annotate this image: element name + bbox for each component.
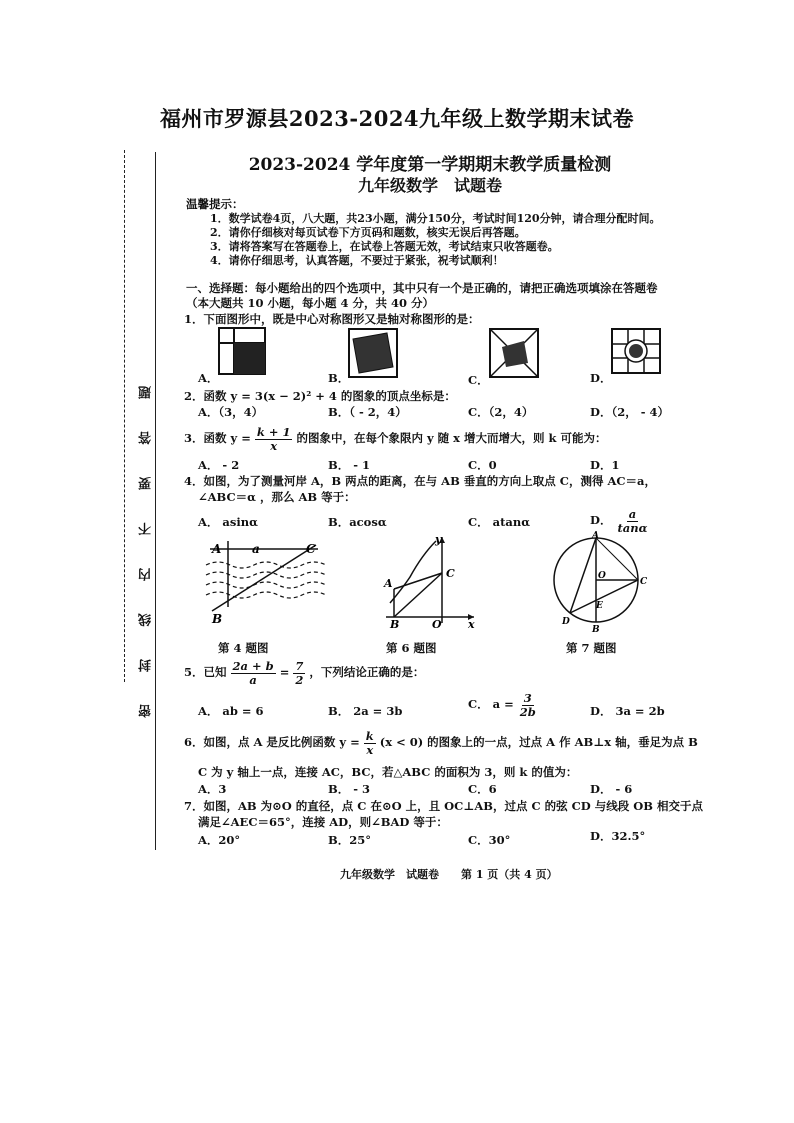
section-note: （本大题共 10 小题，每小题 4 分，共 40 分） xyxy=(186,296,435,310)
tip-item: 3．请将答案写在答题卷上，在试卷上答题无效，考试结束只收答题卷。 xyxy=(210,240,559,253)
q4-option-d-label: D． xyxy=(590,513,612,528)
q2-option-d: D．（2， - 4） xyxy=(590,405,670,419)
q5-option-d: D． 3a = 2b xyxy=(590,704,665,718)
q1-figure-d xyxy=(610,327,662,375)
q2-option-b: B．（ - 2，4） xyxy=(328,405,407,419)
tip-item: 2．请你仔细核对每页试卷下方页码和题数，核实无误后再答题。 xyxy=(210,226,526,239)
question-1-stem: 1．下面图形中，既是中心对称图形又是轴对称图形的是： xyxy=(184,312,480,326)
q4-d-denominator: tanα xyxy=(617,520,648,535)
question-3-stem xyxy=(184,426,607,452)
fig7-label-o: O xyxy=(598,571,606,581)
q3-fraction xyxy=(255,426,293,452)
q5-left-numerator: 2a + b xyxy=(232,659,274,673)
q1-figure-b xyxy=(347,327,399,379)
q5-fraction-left xyxy=(231,660,276,686)
fig7-label-c: C xyxy=(640,577,648,587)
q5-option-c-label: C． a = xyxy=(468,697,514,712)
q1-option-a: A． xyxy=(198,371,219,385)
q6-stem-post: (x < 0) 的图象上的一点，过点 A 作 AB⊥x 轴，垂足为点 B xyxy=(379,735,698,750)
document-title: 福州市罗源县2023-2024九年级上数学期末试卷 xyxy=(159,106,635,131)
fig6-label-c: C xyxy=(446,567,455,580)
q4-option-b: B．acosα xyxy=(328,515,387,529)
q3-stem-post: 的图象中，在每个象限内 y 随 x 增大而增大，则 k 可能为： xyxy=(296,431,607,446)
q1-option-b: B． xyxy=(328,371,350,385)
q4-option-c: C． atanα xyxy=(468,515,531,529)
q6-numerator: k xyxy=(365,729,374,743)
fig4-label-a-length: a xyxy=(252,542,260,556)
question-4-line2: ∠ABC＝α ，那么 AB 等于： xyxy=(198,490,356,504)
q2-option-c: C．（2，4） xyxy=(468,405,534,419)
tip-item: 1．数学试卷4页，八大题，共23小题，满分150分，考试时间120分钟，请合理分配时间。 xyxy=(210,212,661,225)
fig4-label-b: B xyxy=(212,612,223,625)
q3-option-c: C．0 xyxy=(468,458,497,472)
q5-option-c xyxy=(468,692,538,718)
figure-4-caption: 第 4 题图 xyxy=(218,641,269,655)
q3-option-a: A． - 2 xyxy=(198,458,240,472)
q6-option-c: C．6 xyxy=(468,782,497,796)
q5-equals: = xyxy=(279,665,290,680)
q3-stem-pre: 3．函数 y = xyxy=(184,431,251,446)
exam-subtitle: 九年级数学 试题卷 xyxy=(357,176,502,195)
q5-left-denominator: a xyxy=(249,672,257,687)
figure-6-graph xyxy=(380,533,480,628)
tips-heading: 温馨提示： xyxy=(186,197,244,211)
binding-notice: 密 封 线 内 不 要 答 题 xyxy=(139,372,154,718)
fig6-label-b: B xyxy=(390,618,400,628)
question-4-line1: 4．如图，为了测量河岸 A，B 两点的距离，在与 AB 垂直的方向上取点 C，测得 AC＝a， xyxy=(184,474,656,488)
fig7-label-e: E xyxy=(596,601,603,611)
q5-option-b: B． 2a = 3b xyxy=(328,704,403,718)
q7-option-d: D．32.5° xyxy=(590,829,646,843)
figure-6-caption: 第 6 题图 xyxy=(386,641,437,655)
q1-figure-a xyxy=(218,327,266,375)
q7-option-c: C．30° xyxy=(468,833,511,847)
q5-option-c-fraction xyxy=(518,692,538,718)
figure-7-caption: 第 7 题图 xyxy=(566,641,617,655)
question-5-stem xyxy=(184,660,424,686)
figure-4-river xyxy=(198,535,330,625)
q3-numerator: k + 1 xyxy=(256,425,291,439)
q6-fraction xyxy=(364,730,376,756)
page-footer: 九年级数学 试题卷 第 1 页（共 4 页） xyxy=(340,868,558,881)
q5-stem-pre: 5．已知 xyxy=(184,665,227,680)
q5-c-denominator: 2b xyxy=(519,704,536,719)
q6-stem-pre: 6．如图，点 A 是反比例函数 y = xyxy=(184,735,360,750)
q5-fraction-right xyxy=(293,660,305,686)
q1-figure-c xyxy=(488,327,540,379)
fig6-label-x: x xyxy=(468,618,475,628)
section-heading: 一、选择题：每小题给出的四个选项中，其中只有一个是正确的，请把正确选项填涂在答题卷 xyxy=(186,281,658,295)
q3-option-d: D．1 xyxy=(590,458,620,472)
q1-option-d: D． xyxy=(590,371,612,385)
fig4-label-c: C xyxy=(306,542,316,556)
figure-7-circle xyxy=(548,530,652,636)
question-7-line1: 7．如图，AB 为⊙O 的直径，点 C 在⊙O 上，且 OC⊥AB，过点 C 的弦 CD 与线段 OB 相交于点 xyxy=(184,799,704,813)
q5-right-denominator: 2 xyxy=(295,672,304,687)
q7-option-b: B．25° xyxy=(328,833,371,847)
q4-option-a: A． asinα xyxy=(198,515,258,529)
q3-option-b: B． - 1 xyxy=(328,458,371,472)
q2-option-a: A．（3，4） xyxy=(198,405,264,419)
q6-option-a: A．3 xyxy=(198,782,227,796)
fig7-label-b: B xyxy=(592,625,600,635)
q6-option-b: B． - 3 xyxy=(328,782,371,796)
question-2-stem: 2．函数 y = 3(x − 2)² + 4 的图象的顶点坐标是： xyxy=(184,389,456,403)
q4-d-numerator: a xyxy=(628,507,637,521)
q6-denominator: x xyxy=(366,742,374,757)
q6-option-d: D． - 6 xyxy=(590,782,633,796)
q5-c-numerator: 3 xyxy=(523,691,532,705)
q5-option-a: A． ab = 6 xyxy=(198,704,264,718)
q5-right-numerator: 7 xyxy=(295,659,304,673)
q3-denominator: x xyxy=(270,438,278,453)
q1-option-c: C． xyxy=(468,373,489,387)
fig6-label-y: y xyxy=(435,533,442,546)
exam-title: 2023-2024 学年度第一学期期末教学质量检测 xyxy=(248,155,612,175)
q5-stem-post: ，下列结论正确的是： xyxy=(309,665,425,680)
tip-item: 4．请你仔细思考，认真答题，不要过于紧张，祝考试顺利！ xyxy=(210,254,504,267)
fig6-label-a: A xyxy=(384,577,393,590)
fig7-label-a: A xyxy=(592,531,599,541)
question-6-stem xyxy=(184,730,698,756)
fig7-label-d: D xyxy=(562,617,570,627)
question-6-line2: C 为 y 轴上一点，连接 AC，BC，若△ABC 的面积为 3，则 k 的值为： xyxy=(198,765,578,779)
fig6-label-o: O xyxy=(432,618,442,628)
fig4-label-a-point: A xyxy=(212,542,222,556)
cut-line xyxy=(124,150,125,682)
question-7-line2: 满足∠AEC＝65°，连接 AD，则∠BAD 等于： xyxy=(198,815,448,829)
q7-option-a: A．20° xyxy=(198,833,241,847)
